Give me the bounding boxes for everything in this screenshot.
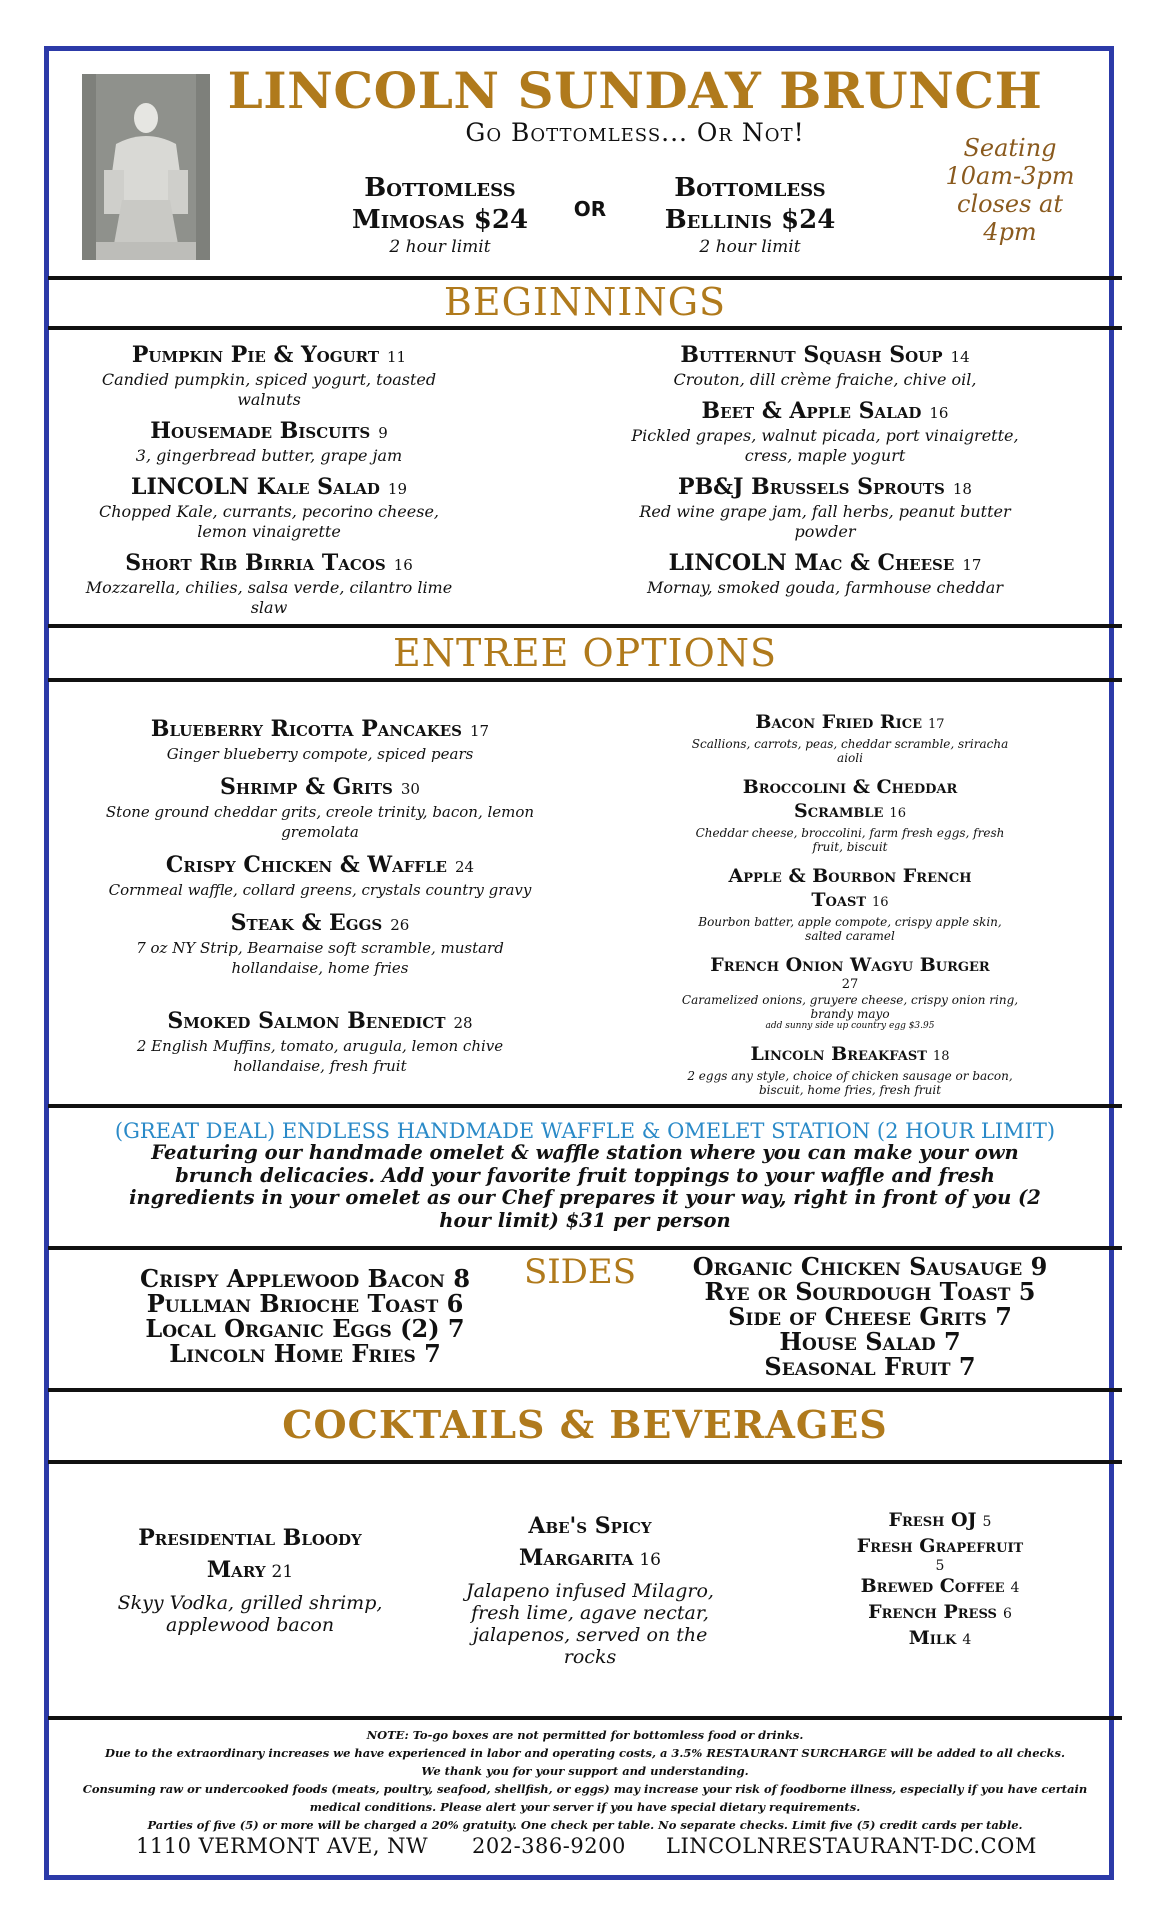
bellinis-line2: Bellinis $24	[664, 205, 836, 235]
divider	[48, 678, 1122, 682]
note-line: Consuming raw or undercooked foods (meats, poultry, seafood, shellfish, or eggs) may increase your risk of foodborne illness, especially if you have certain medical conditions. Please alert your server if you have special dietary requirements.	[82, 1782, 1088, 1814]
item-desc: Mozzarella, chilies, salsa verde, cilantro lime slaw	[85, 578, 453, 617]
drink-price: 5	[935, 1558, 945, 1574]
menu-item	[100, 852, 540, 900]
item-price: 19	[387, 480, 407, 498]
side-item: Crispy Applewood Bacon 8	[139, 1264, 471, 1293]
side-item: Local Organic Eggs (2) 7	[145, 1314, 465, 1343]
item-price: 16	[889, 806, 906, 821]
seating-line: 10am-3pm	[945, 162, 1075, 190]
item-name: PB&J Brussels Sprouts	[678, 474, 945, 500]
item-name: Smoked Salmon Benedict	[167, 1008, 446, 1034]
side-item: Organic Chicken Sausauge 9	[692, 1252, 1048, 1281]
menu-item	[100, 774, 540, 842]
item-desc: Scallions, carrots, peas, cheddar scramble, sriracha aioli	[691, 737, 1009, 765]
drinks-list	[820, 1508, 1060, 1652]
mimosas-line1: Bottomless	[364, 173, 516, 203]
item-desc: Crouton, dill crème fraiche, chive oil,	[673, 370, 977, 389]
drink-price: 5	[982, 1514, 992, 1530]
menu-item	[680, 953, 1020, 1032]
item-desc: 7 oz NY Strip, Bearnaise soft scramble, mustard hollandaise, home fries	[136, 939, 504, 977]
drink-name: Fresh OJ	[888, 1509, 977, 1531]
mimosas-line2: Mimosas $24	[351, 205, 529, 235]
item-desc: 3, gingerbread butter, grape jam	[135, 446, 403, 465]
note-line: Due to the extraordinary increases we have experienced in labor and operating costs, a 3.5% RESTAURANT SURCHARGE will be added to all checks.	[105, 1746, 1065, 1760]
seating-hours	[920, 134, 1100, 246]
menu-item	[680, 710, 1020, 765]
drink-name: Brewed Coffee	[860, 1575, 1005, 1597]
cocktail-desc: Jalapeno infused Milagro, fresh lime, agave nectar, jalapenos, served on the rocks	[466, 1580, 714, 1668]
item-name: Toast	[811, 889, 867, 911]
bottomless-mimosas	[320, 172, 560, 258]
item-price: 9	[378, 424, 388, 442]
item-name: Housemade Biscuits	[150, 418, 371, 444]
item-addon: add sunny side up country egg $3.95	[765, 1021, 935, 1031]
station-desc: Featuring our handmade omelet & waffle station where you can make your own brunch delicacies. Add your favorite fruit toppings to your waffle and fresh ingredients in your omelet as our Chef prepares it your way, right in front of you (2 hour limit) $31 per person	[129, 1141, 1041, 1232]
item-price: 24	[455, 858, 475, 876]
divider	[48, 1104, 1122, 1108]
item-desc: 2 English Muffins, tomato, arugula, lemon chive hollandaise, fresh fruit	[136, 1037, 504, 1075]
drink-name: Milk	[908, 1627, 957, 1649]
item-desc: Candied pumpkin, spiced yogurt, toasted walnuts	[101, 370, 437, 409]
cocktail-name: Mary	[206, 1557, 266, 1583]
item-name: Bacon Fried Rice	[755, 711, 923, 733]
bellinis-line1: Bottomless	[674, 173, 826, 203]
beginnings-heading: BEGINNINGS	[443, 280, 727, 324]
mimosas-limit: 2 hour limit	[389, 237, 491, 257]
side-item: Rye or Sourdough Toast 5	[704, 1277, 1036, 1306]
menu-subtitle: Go Bottomless... Or Not!	[465, 118, 805, 147]
item-desc: Red wine grape jam, fall herbs, peanut butter powder	[639, 502, 1011, 541]
item-name: LINCOLN Kale Salad	[131, 474, 380, 500]
bottomless-bellinis	[630, 172, 870, 258]
divider	[48, 326, 1122, 330]
item-name: Scramble	[794, 800, 884, 822]
cocktail-price: 16	[639, 1550, 661, 1570]
item-price: 14	[950, 348, 970, 366]
item-desc: Mornay, smoked gouda, farmhouse cheddar	[647, 578, 1003, 597]
item-name: French Onion Wagyu Burger	[710, 954, 990, 976]
drink-name: French Press	[868, 1601, 997, 1623]
side-item: House Salad 7	[779, 1327, 961, 1356]
entree-heading: ENTREE OPTIONS	[392, 631, 778, 675]
menu-item	[74, 342, 464, 410]
cocktail-name: Abe's Spicy	[528, 1513, 652, 1539]
seating-line: 4pm	[983, 218, 1037, 246]
item-desc: Cheddar cheese, broccolini, farm fresh eggs, fresh fruit, biscuit	[695, 826, 1005, 854]
fine-print	[64, 1726, 1106, 1834]
drink-price: 6	[1002, 1606, 1012, 1622]
item-desc: Stone ground cheddar grits, creole trinity, bacon, lemon gremolata	[105, 803, 535, 841]
side-item: Seasonal Fruit 7	[764, 1352, 976, 1381]
divider	[48, 1460, 1122, 1464]
note-line: NOTE: To-go boxes are not permitted for bottomless food or drinks.	[366, 1728, 804, 1742]
item-price: 28	[453, 1014, 473, 1032]
lincoln-statue-photo	[82, 74, 210, 260]
item-desc: Bourbon batter, apple compote, crispy apple skin, salted caramel	[698, 915, 1002, 943]
item-price: 18	[932, 1049, 950, 1064]
menu-item	[680, 775, 1020, 854]
item-name: Broccolini & Cheddar	[742, 776, 958, 798]
menu-item	[74, 418, 464, 466]
divider	[48, 1388, 1122, 1392]
bloody-mary	[90, 1522, 410, 1636]
menu-item	[620, 398, 1030, 466]
menu-item	[620, 474, 1030, 542]
item-price: 16	[393, 556, 413, 574]
beginnings-left-column	[74, 342, 464, 618]
menu-item	[680, 864, 1020, 943]
side-item: Pullman Brioche Toast 6	[146, 1289, 464, 1318]
entree-right-column	[680, 710, 1020, 1097]
item-name: Pumpkin Pie & Yogurt	[131, 342, 380, 368]
item-price: 30	[400, 780, 420, 798]
item-desc: Caramelized onions, gruyere cheese, crispy onion ring, brandy mayo	[681, 993, 1019, 1021]
cocktail-name: Margarita	[518, 1545, 634, 1571]
menu-item	[100, 910, 540, 978]
beverages-heading: COCKTAILS & BEVERAGES	[282, 1402, 888, 1447]
bellinis-limit: 2 hour limit	[699, 237, 801, 257]
item-price: 16	[929, 404, 949, 422]
item-price: 16	[872, 895, 889, 910]
item-name: Apple & Bourbon French	[728, 865, 972, 887]
cocktail-name: Presidential Bloody	[138, 1525, 362, 1551]
menu-item	[100, 1008, 540, 1076]
note-line: We thank you for your support and understanding.	[421, 1764, 749, 1778]
item-price: 17	[470, 722, 490, 740]
item-price: 27	[841, 977, 859, 992]
item-name: Shrimp & Grits	[220, 774, 393, 800]
entree-left-column	[100, 716, 540, 1076]
menu-item	[74, 474, 464, 542]
menu-item	[620, 550, 1030, 598]
item-price: 11	[387, 348, 407, 366]
cocktail-desc: Skyy Vodka, grilled shrimp, applewood bacon	[117, 1592, 383, 1636]
item-name: Steak & Eggs	[230, 910, 383, 936]
divider	[48, 1716, 1122, 1720]
seating-line: closes at	[957, 190, 1063, 218]
item-name: Blueberry Ricotta Pancakes	[150, 716, 463, 742]
sides-right-column	[660, 1254, 1080, 1379]
side-item: Side of Cheese Grits 7	[728, 1302, 1012, 1331]
drink-price: 4	[962, 1632, 972, 1648]
item-desc: Pickled grapes, walnut picada, port vinaigrette, cress, maple yogurt	[631, 426, 1019, 465]
footer-website[interactable]: LINCOLNRESTAURANT-DC.COM	[666, 1834, 1037, 1858]
cocktail-price: 21	[271, 1562, 294, 1582]
item-desc: Chopped Kale, currants, pecorino cheese, lemon vinaigrette	[99, 502, 439, 541]
sides-left-column	[100, 1266, 510, 1366]
spicy-margarita	[460, 1510, 720, 1668]
drink-price: 4	[1010, 1580, 1020, 1596]
item-name: Crispy Chicken & Waffle	[165, 852, 447, 878]
item-price: 17	[962, 556, 982, 574]
drink-name: Fresh Grapefruit	[856, 1535, 1024, 1557]
item-desc: Cornmeal waffle, collard greens, crystals country gravy	[108, 881, 532, 899]
note-line: Parties of five (5) or more will be charged a 20% gratuity. One check per table. No separate checks. Limit five (5) credit cards per table.	[147, 1818, 1023, 1832]
item-name: Short Rib Birria Tacos	[125, 550, 386, 576]
item-price: 17	[928, 717, 945, 732]
station-heading: (GREAT DEAL) ENDLESS HANDMADE WAFFLE & OMELET STATION (2 HOUR LIMIT)	[114, 1119, 1056, 1143]
item-name: LINCOLN Mac & Cheese	[668, 550, 955, 576]
seating-line: Seating	[963, 134, 1057, 162]
item-desc: Ginger blueberry compote, spiced pears	[166, 745, 474, 763]
menu-item	[620, 342, 1030, 390]
item-name: Lincoln Breakfast	[750, 1043, 927, 1065]
item-name: Butternut Squash Soup	[680, 342, 943, 368]
sides-heading: SIDES	[523, 1252, 637, 1292]
menu-title: LINCOLN SUNDAY BRUNCH	[227, 61, 1043, 120]
footer-address: 1110 VERMONT AVE, NW	[136, 1834, 429, 1858]
item-desc: 2 eggs any style, choice of chicken sausage or bacon, biscuit, home fries, fresh fruit	[687, 1069, 1013, 1097]
menu-item	[74, 550, 464, 618]
or-label: or	[573, 190, 607, 223]
item-price: 26	[390, 916, 410, 934]
side-item: Lincoln Home Fries 7	[169, 1339, 441, 1368]
menu-item	[680, 1042, 1020, 1097]
footer-phone: 202-386-9200	[472, 1834, 626, 1858]
item-price: 18	[952, 480, 972, 498]
item-name: Beet & Apple Salad	[701, 398, 922, 424]
beginnings-right-column	[620, 342, 1030, 598]
menu-item	[100, 716, 540, 764]
